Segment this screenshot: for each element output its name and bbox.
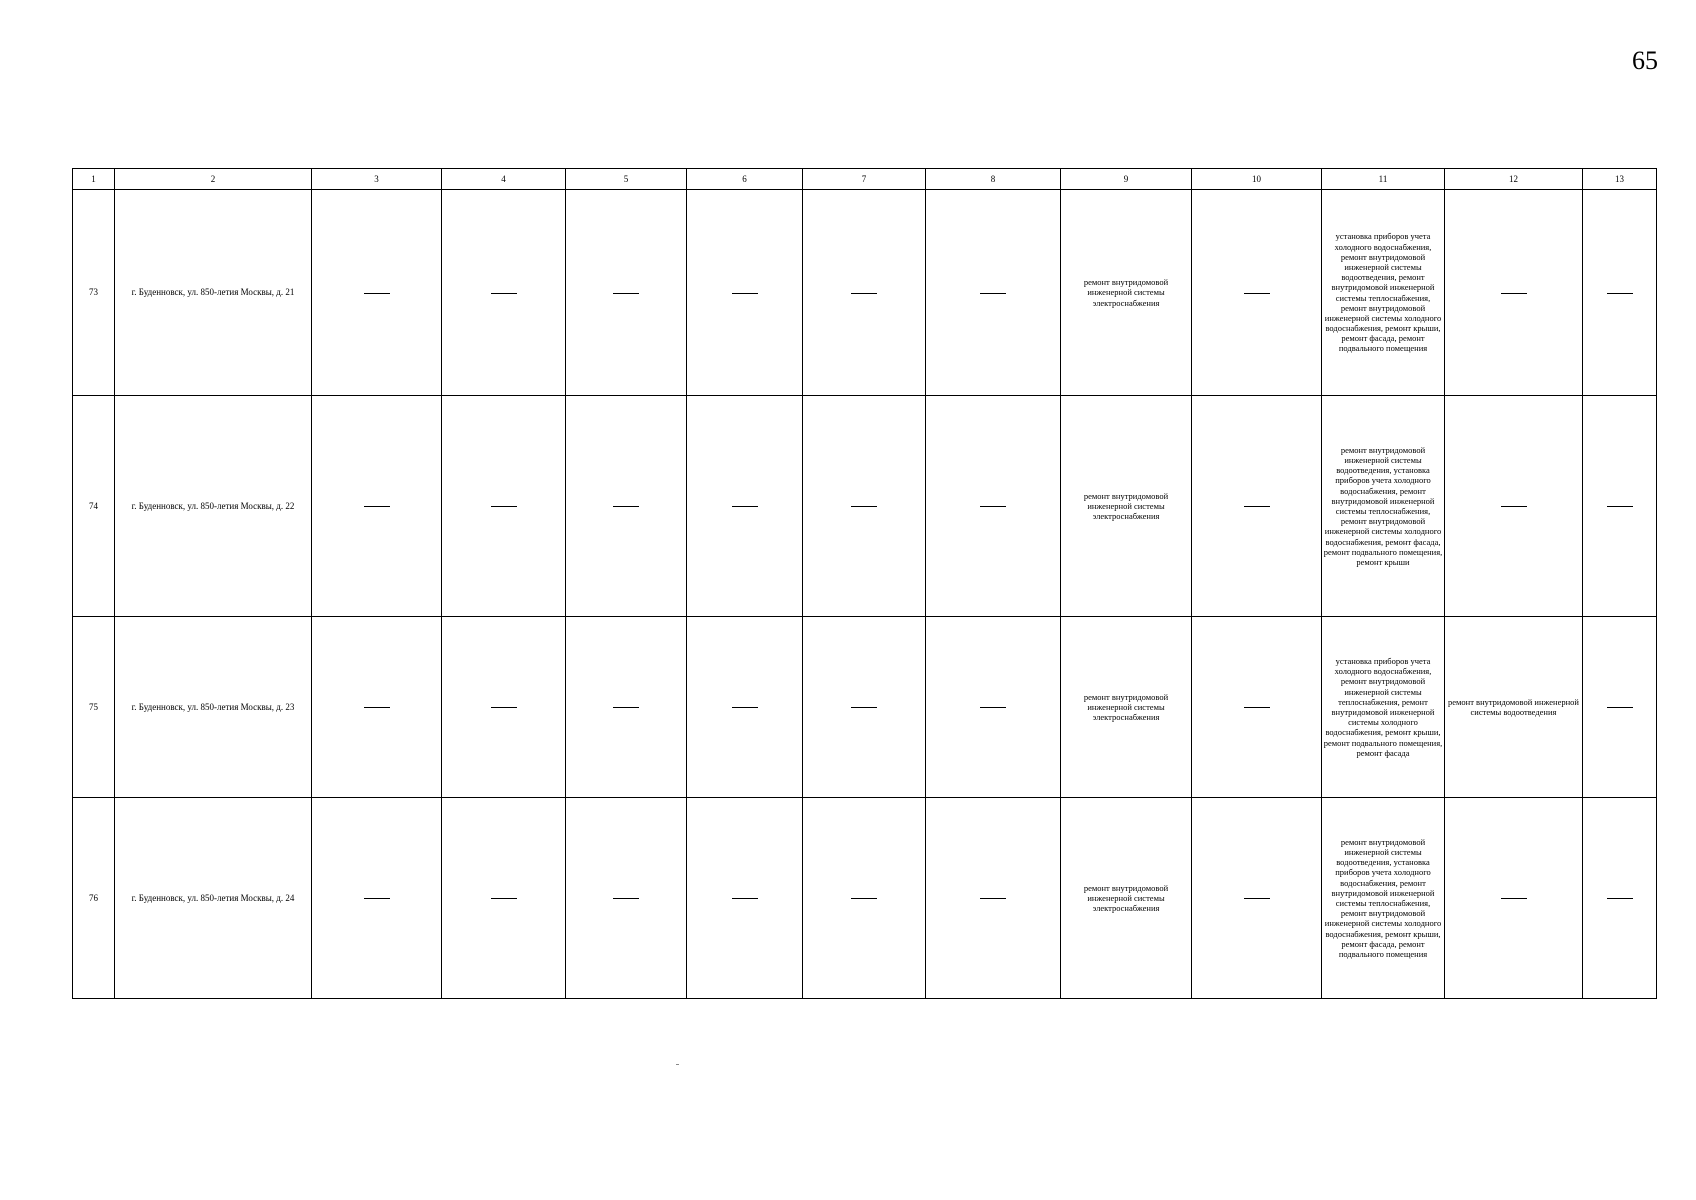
column-header: 7	[803, 169, 926, 190]
drainage-repair-cell: ремонт внутридомовой инженерной системы водоотведения	[1445, 617, 1583, 798]
empty-cell	[1192, 798, 1322, 999]
dash-mark	[732, 506, 758, 507]
dash-mark	[1607, 293, 1633, 294]
dash-mark	[732, 707, 758, 708]
dash-mark	[364, 293, 390, 294]
empty-cell	[566, 798, 687, 999]
electric-repair-cell: ремонт внутридомовой инженерной системы электроснабжения	[1061, 396, 1192, 617]
scan-speck	[676, 1064, 679, 1065]
dash-mark	[980, 707, 1006, 708]
dash-mark	[364, 707, 390, 708]
dash-mark	[851, 898, 877, 899]
row-number: 76	[73, 798, 115, 999]
empty-cell	[926, 190, 1061, 396]
empty-cell	[312, 396, 442, 617]
empty-cell	[442, 396, 566, 617]
empty-cell	[312, 798, 442, 999]
empty-cell	[1583, 617, 1657, 798]
empty-cell	[1583, 190, 1657, 396]
dash-mark	[1244, 293, 1270, 294]
dash-mark	[1607, 707, 1633, 708]
empty-cell	[803, 798, 926, 999]
dash-mark	[491, 293, 517, 294]
empty-cell	[1445, 396, 1583, 617]
dash-mark	[980, 293, 1006, 294]
page-number: 65	[1632, 46, 1658, 75]
dash-mark	[1501, 293, 1527, 294]
column-header: 6	[687, 169, 803, 190]
empty-cell	[803, 617, 926, 798]
dash-mark	[851, 293, 877, 294]
empty-cell	[687, 396, 803, 617]
empty-cell	[1583, 396, 1657, 617]
dash-mark	[732, 898, 758, 899]
dash-mark	[491, 898, 517, 899]
row-number: 73	[73, 190, 115, 396]
address-cell: г. Буденновск, ул. 850-летия Москвы, д. 21	[115, 190, 312, 396]
empty-cell	[442, 190, 566, 396]
table-row	[73, 190, 1657, 396]
dash-mark	[851, 707, 877, 708]
column-header: 11	[1322, 169, 1445, 190]
empty-cell	[1192, 190, 1322, 396]
dash-mark	[1501, 506, 1527, 507]
dash-mark	[980, 898, 1006, 899]
dash-mark	[491, 707, 517, 708]
column-header: 3	[312, 169, 442, 190]
column-header: 13	[1583, 169, 1657, 190]
table-row	[73, 617, 1657, 798]
dash-mark	[364, 506, 390, 507]
empty-cell	[442, 798, 566, 999]
capital-repair-table	[72, 168, 1657, 999]
empty-cell	[1583, 798, 1657, 999]
column-number-row	[73, 169, 1657, 190]
empty-cell	[926, 396, 1061, 617]
table-row	[73, 798, 1657, 999]
empty-cell	[803, 190, 926, 396]
dash-mark	[980, 506, 1006, 507]
column-header: 12	[1445, 169, 1583, 190]
dash-mark	[1244, 707, 1270, 708]
dash-mark	[1244, 506, 1270, 507]
dash-mark	[613, 293, 639, 294]
works-list-cell: ремонт внутридомовой инженерной системы водоотведения, установка приборов учета холодного водоснабжения, ремонт внутридомовой инженерной системы теплоснабжения, ремонт внутридомовой инженерной системы холодного водоснабжения, ремонт фасада, ремонт подвального помещения, ремонт крыши	[1322, 396, 1445, 617]
electric-repair-cell: ремонт внутридомовой инженерной системы электроснабжения	[1061, 190, 1192, 396]
electric-repair-cell: ремонт внутридомовой инженерной системы электроснабжения	[1061, 617, 1192, 798]
row-number: 75	[73, 617, 115, 798]
column-header: 4	[442, 169, 566, 190]
empty-cell	[687, 798, 803, 999]
dash-mark	[1607, 506, 1633, 507]
works-list-cell: ремонт внутридомовой инженерной системы водоотведения, установка приборов учета холодного водоснабжения, ремонт внутридомовой инженерной системы теплоснабжения, ремонт внутридомовой инженерной системы холодного водоснабжения, ремонт крыши, ремонт фасада, ремонт подвального помещения	[1322, 798, 1445, 999]
dash-mark	[613, 707, 639, 708]
empty-cell	[566, 617, 687, 798]
empty-cell	[566, 396, 687, 617]
empty-cell	[312, 190, 442, 396]
dash-mark	[613, 898, 639, 899]
works-list-cell: установка приборов учета холодного водоснабжения, ремонт внутридомовой инженерной системы водоотведения, ремонт внутридомовой инженерной системы теплоснабжения, ремонт внутридомовой инженерной системы холодного водоснабжения, ремонт крыши, ремонт фасада, ремонт подвального помещения	[1322, 190, 1445, 396]
dash-mark	[732, 293, 758, 294]
dash-mark	[364, 898, 390, 899]
empty-cell	[1192, 617, 1322, 798]
column-header: 8	[926, 169, 1061, 190]
column-header: 5	[566, 169, 687, 190]
empty-cell	[442, 617, 566, 798]
empty-cell	[926, 798, 1061, 999]
empty-cell	[803, 396, 926, 617]
row-number: 74	[73, 396, 115, 617]
empty-cell	[1445, 190, 1583, 396]
dash-mark	[851, 506, 877, 507]
address-cell: г. Буденновск, ул. 850-летия Москвы, д. 22	[115, 396, 312, 617]
dash-mark	[613, 506, 639, 507]
empty-cell	[1445, 798, 1583, 999]
dash-mark	[1607, 898, 1633, 899]
dash-mark	[1501, 898, 1527, 899]
empty-cell	[926, 617, 1061, 798]
electric-repair-cell: ремонт внутридомовой инженерной системы электроснабжения	[1061, 798, 1192, 999]
dash-mark	[1244, 898, 1270, 899]
empty-cell	[566, 190, 687, 396]
dash-mark	[491, 506, 517, 507]
address-cell: г. Буденновск, ул. 850-летия Москвы, д. 24	[115, 798, 312, 999]
table-row	[73, 396, 1657, 617]
empty-cell	[1192, 396, 1322, 617]
empty-cell	[312, 617, 442, 798]
column-header: 2	[115, 169, 312, 190]
empty-cell	[687, 190, 803, 396]
column-header: 9	[1061, 169, 1192, 190]
column-header: 1	[73, 169, 115, 190]
column-header: 10	[1192, 169, 1322, 190]
works-list-cell: установка приборов учета холодного водоснабжения, ремонт внутридомовой инженерной системы теплоснабжения, ремонт внутридомовой инженерной системы холодного водоснабжения, ремонт крыши, ремонт подвального помещения, ремонт фасада	[1322, 617, 1445, 798]
address-cell: г. Буденновск, ул. 850-летия Москвы, д. 23	[115, 617, 312, 798]
empty-cell	[687, 617, 803, 798]
